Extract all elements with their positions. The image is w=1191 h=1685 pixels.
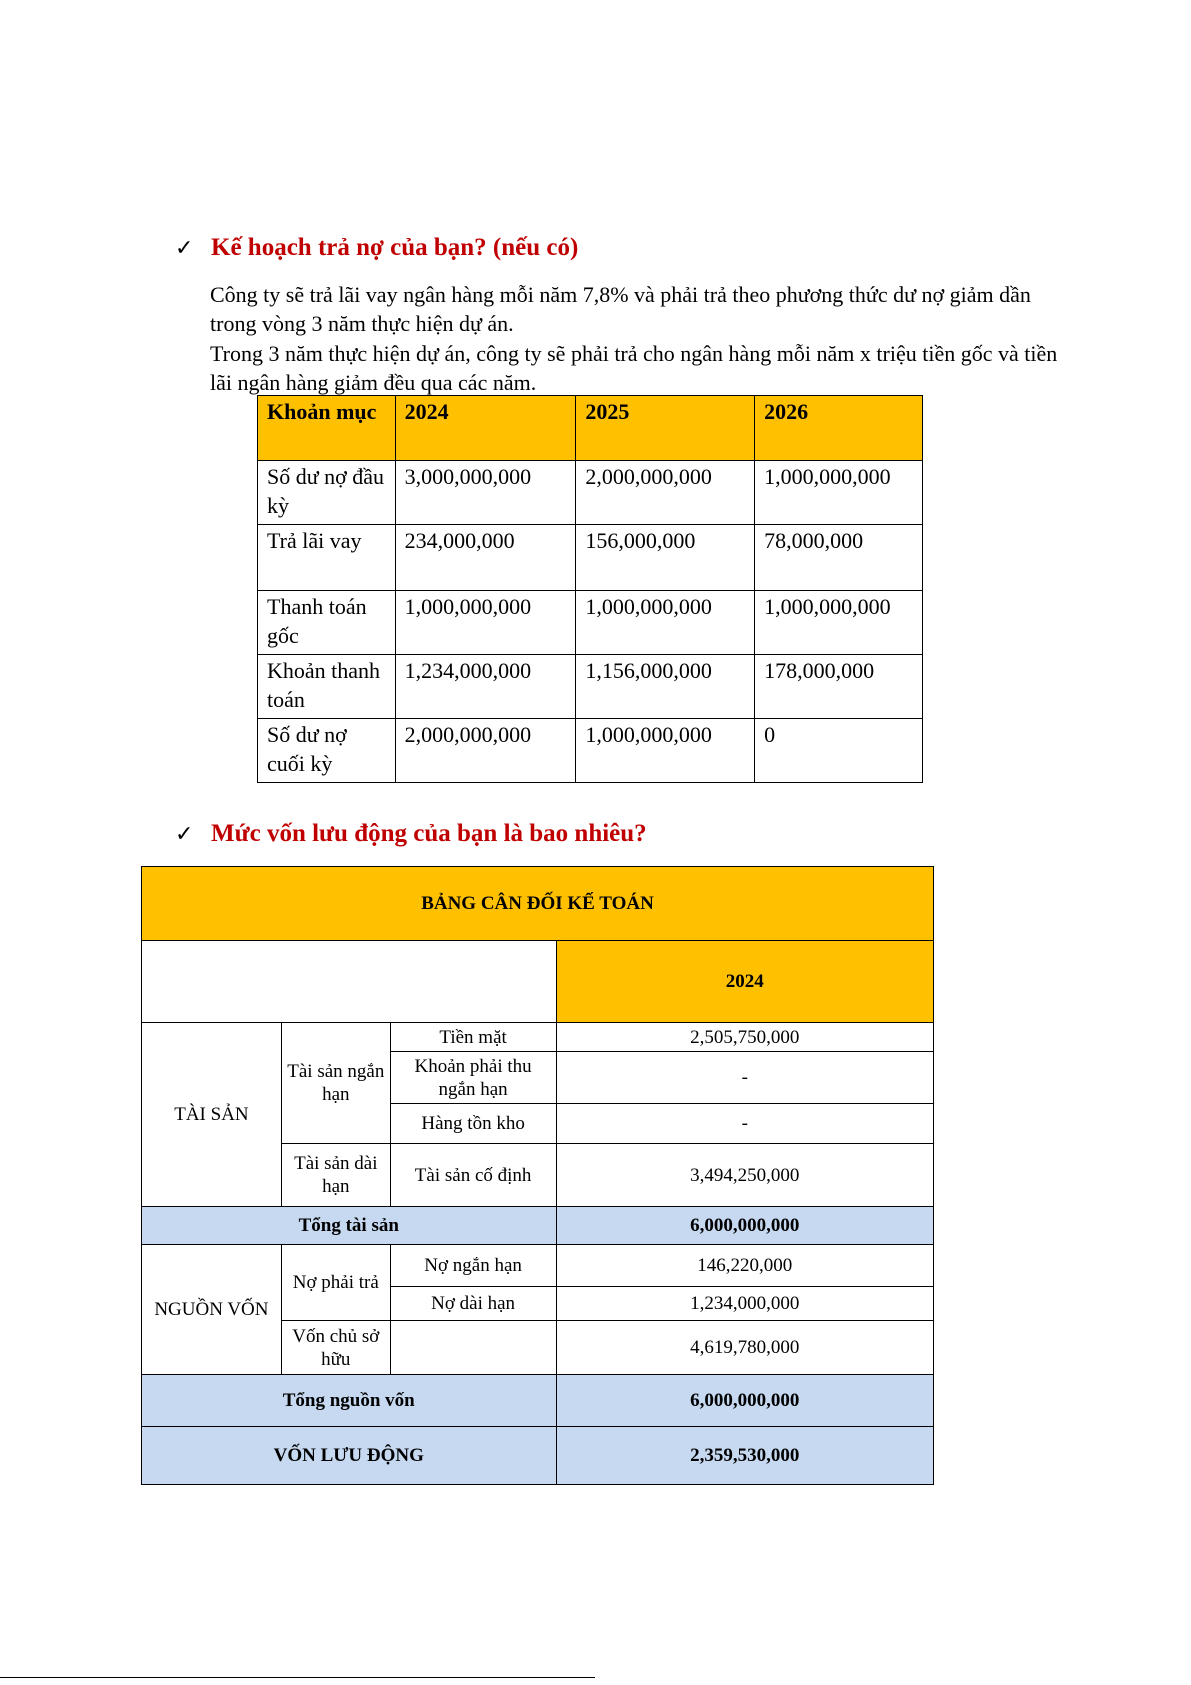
row-label: Thanh toán gốc — [258, 591, 396, 655]
working-capital-value: 2,359,530,000 — [556, 1427, 934, 1485]
total-capital-value: 6,000,000,000 — [556, 1375, 934, 1427]
section-heading-working-capital — [175, 820, 647, 848]
long-term-debt-label: Nợ dài hạn — [390, 1287, 556, 1321]
checkmark-icon: ✓ — [175, 235, 194, 260]
cell-value: 1,234,000,000 — [395, 655, 576, 719]
cell-value: 3,000,000,000 — [395, 461, 576, 525]
row-label: Khoản thanh toán — [258, 655, 396, 719]
table-row — [258, 461, 923, 525]
table-row — [258, 591, 923, 655]
short-term-debt-value: 146,220,000 — [556, 1245, 934, 1287]
cash-label: Tiền mặt — [390, 1023, 556, 1052]
cell-value: 234,000,000 — [395, 525, 576, 591]
inventory-value: - — [556, 1104, 934, 1144]
paragraph-interest: Công ty sẽ trả lãi vay ngân hàng mỗi năm 7,8% và phải trả theo phương thức dư nợ giảm dần trong vòng 3 năm thực hiện dự án. — [210, 282, 1031, 336]
cell-value: 78,000,000 — [755, 525, 923, 591]
header-cell: 2026 — [755, 396, 923, 461]
receivables-value: - — [556, 1052, 934, 1104]
liabilities-label: Nợ phải trả — [281, 1245, 390, 1321]
cell-value: 1,156,000,000 — [576, 655, 755, 719]
heading-text: Mức vốn lưu động của bạn là bao nhiêu? — [211, 820, 647, 847]
total-assets-label: Tổng tài sản — [142, 1207, 557, 1245]
header-cell: 2024 — [395, 396, 576, 461]
debt-repayment-table — [257, 395, 923, 783]
cash-value: 2,505,750,000 — [556, 1023, 934, 1052]
capital-group-label: NGUỒN VỐN — [142, 1245, 282, 1375]
cell-value: 1,000,000,000 — [576, 591, 755, 655]
heading-text: Kế hoạch trả nợ của bạn? (nếu có) — [211, 234, 579, 261]
empty-cell — [390, 1321, 556, 1375]
short-term-assets-label: Tài sản ngắn hạn — [281, 1023, 390, 1144]
table-row — [258, 525, 923, 591]
footer-divider — [0, 1677, 595, 1678]
row-label: Số dư nợ đầu kỳ — [258, 461, 396, 525]
equity-label: Vốn chủ sở hữu — [281, 1321, 390, 1375]
row-label: Trả lãi vay — [258, 525, 396, 591]
working-capital-label: VỐN LƯU ĐỘNG — [142, 1427, 557, 1485]
equity-value: 4,619,780,000 — [556, 1321, 934, 1375]
cell-value: 178,000,000 — [755, 655, 923, 719]
cell-value: 1,000,000,000 — [755, 461, 923, 525]
short-term-debt-label: Nợ ngắn hạn — [390, 1245, 556, 1287]
row-label: Số dư nợ cuối kỳ — [258, 719, 396, 783]
long-term-assets-label: Tài sản dài hạn — [281, 1144, 390, 1207]
cell-value: 0 — [755, 719, 923, 783]
cell-value: 1,000,000,000 — [576, 719, 755, 783]
paragraph-repayment: Trong 3 năm thực hiện dự án, công ty sẽ phải trả cho ngân hàng mỗi năm x triệu tiền gốc và tiền lãi ngân hàng giảm đều qua các năm. — [210, 341, 1058, 395]
receivables-label: Khoản phải thu ngắn hạn — [390, 1052, 556, 1104]
total-assets-value: 6,000,000,000 — [556, 1207, 934, 1245]
balance-sheet-table — [141, 866, 934, 1485]
cell-value: 2,000,000,000 — [395, 719, 576, 783]
cell-value: 156,000,000 — [576, 525, 755, 591]
inventory-label: Hàng tồn kho — [390, 1104, 556, 1144]
cell-value: 2,000,000,000 — [576, 461, 755, 525]
balance-sheet-title: BẢNG CÂN ĐỐI KẾ TOÁN — [142, 867, 934, 941]
table-row — [258, 719, 923, 783]
table-row — [258, 655, 923, 719]
empty-header-cell — [142, 941, 557, 1023]
header-cell: 2025 — [576, 396, 755, 461]
checkmark-icon: ✓ — [175, 821, 194, 846]
total-capital-label: Tổng nguồn vốn — [142, 1375, 557, 1427]
section-heading-debt-plan — [175, 234, 578, 262]
cell-value: 1,000,000,000 — [395, 591, 576, 655]
fixed-assets-value: 3,494,250,000 — [556, 1144, 934, 1207]
assets-group-label: TÀI SẢN — [142, 1023, 282, 1207]
cell-value: 1,000,000,000 — [755, 591, 923, 655]
fixed-assets-label: Tài sản cố định — [390, 1144, 556, 1207]
table-header-row — [258, 396, 923, 461]
year-header: 2024 — [556, 941, 934, 1023]
long-term-debt-value: 1,234,000,000 — [556, 1287, 934, 1321]
header-cell: Khoản mục — [258, 396, 396, 461]
